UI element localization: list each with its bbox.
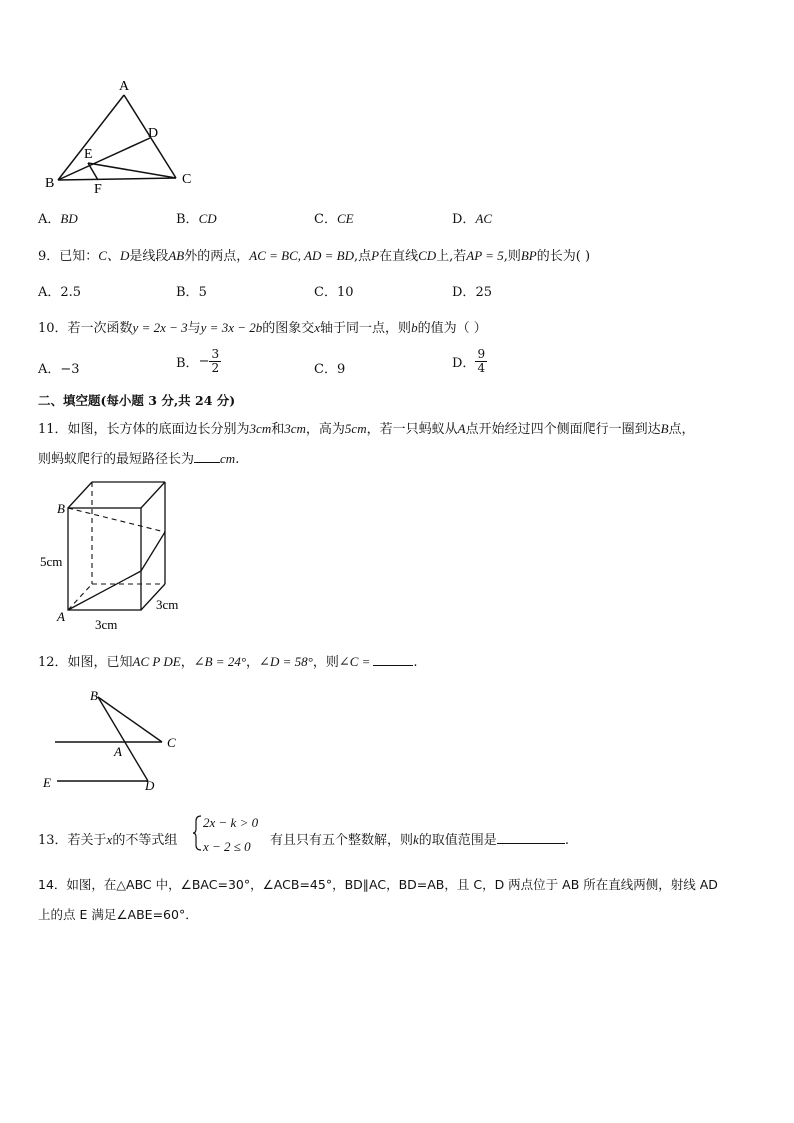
q8-option-b: B．CD: [176, 211, 217, 227]
q14-line-2: 上的点 E 满足∠ABE=60°．: [38, 907, 198, 922]
q10-option-b: B．− $\frac{3}{2}$: [176, 347, 220, 376]
q11-line-1: 11．如图，长方体的底面边长分别为3cm和3cm，高为5cm，若一只蚂蚁从A点开始经过四个侧面爬行一圈到达B点，: [38, 421, 695, 437]
q13-inequality-1: 2x − k > 0: [203, 815, 259, 830]
segment-bc: [98, 697, 162, 742]
q8-option-a: A．BD: [38, 211, 78, 227]
q13-answer-blank[interactable]: [497, 831, 565, 844]
label-f: F: [94, 182, 102, 197]
q13-brace: [193, 815, 203, 851]
q9-option-d: D．25: [452, 285, 492, 300]
label-c: C: [182, 172, 192, 187]
label-d: D: [148, 126, 159, 141]
q14-line-1: 14．如图，在△ABC 中，∠BAC=30°，∠ACB=45°，BD∥AC，BD=AB，且 C，D 两点位于 AB 所在直线两侧，射线 AD: [38, 877, 718, 892]
label-depth: 3cm: [156, 597, 179, 612]
q8-option-c: C．CE: [314, 211, 354, 227]
q9-option-a: A．2.5: [38, 285, 82, 300]
q13-inequality-2: x − 2 ≤ 0: [203, 839, 251, 854]
label-c: C: [167, 735, 176, 750]
label-e: E: [84, 147, 93, 162]
q9-option-c: C．10: [314, 285, 354, 300]
label-height: 5cm: [40, 554, 63, 569]
label-a: A: [114, 744, 122, 759]
label-d: D: [145, 778, 155, 793]
label-a: A: [57, 609, 65, 624]
label-b: B: [57, 501, 65, 516]
q13-stem-left: 13．若关于x的不等式组: [38, 832, 178, 848]
label-b: B: [45, 176, 55, 191]
fraction-three-halves: $\frac{3}{2}$: [211, 347, 220, 376]
q10-stem: 10．若一次函数y = 2x − 3与y = 3x − 2b的图象交x轴于同一点，则b的值为（ ）: [38, 320, 487, 336]
q9-option-b: B．5: [176, 285, 207, 300]
q13-stem-right: 有且只有五个整数解，则k的取值范围是 .: [270, 832, 569, 848]
q11-line-2: 则蚂蚁爬行的最短路径长为 cm.: [38, 451, 240, 467]
segment-bd: [98, 697, 148, 781]
q8-option-d: D．AC: [452, 211, 493, 227]
q10-option-c: C．9: [314, 362, 346, 377]
q10-option-a: A．−3: [38, 362, 80, 377]
q12-stem: 12．如图，已知AC P DE，∠B = 24°，∠D = 58°，则∠C = .: [38, 654, 418, 670]
q10-option-d: D． $\frac{9}{4}$: [452, 347, 486, 376]
label-a: A: [119, 79, 130, 94]
label-width: 3cm: [95, 617, 118, 632]
label-e: E: [43, 775, 51, 790]
section-fill-in-blank-title: 二、填空题(每小题 3 分,共 24 分): [38, 393, 236, 408]
label-b: B: [90, 688, 98, 703]
fraction-nine-quarters: $\frac{9}{4}$: [477, 347, 486, 376]
q9-stem: 9．已知：C、D是线段AB外的两点，AC = BC, AD = BD,点P在直线CD上,若AP = 5,则BP的长为( ): [38, 248, 591, 264]
